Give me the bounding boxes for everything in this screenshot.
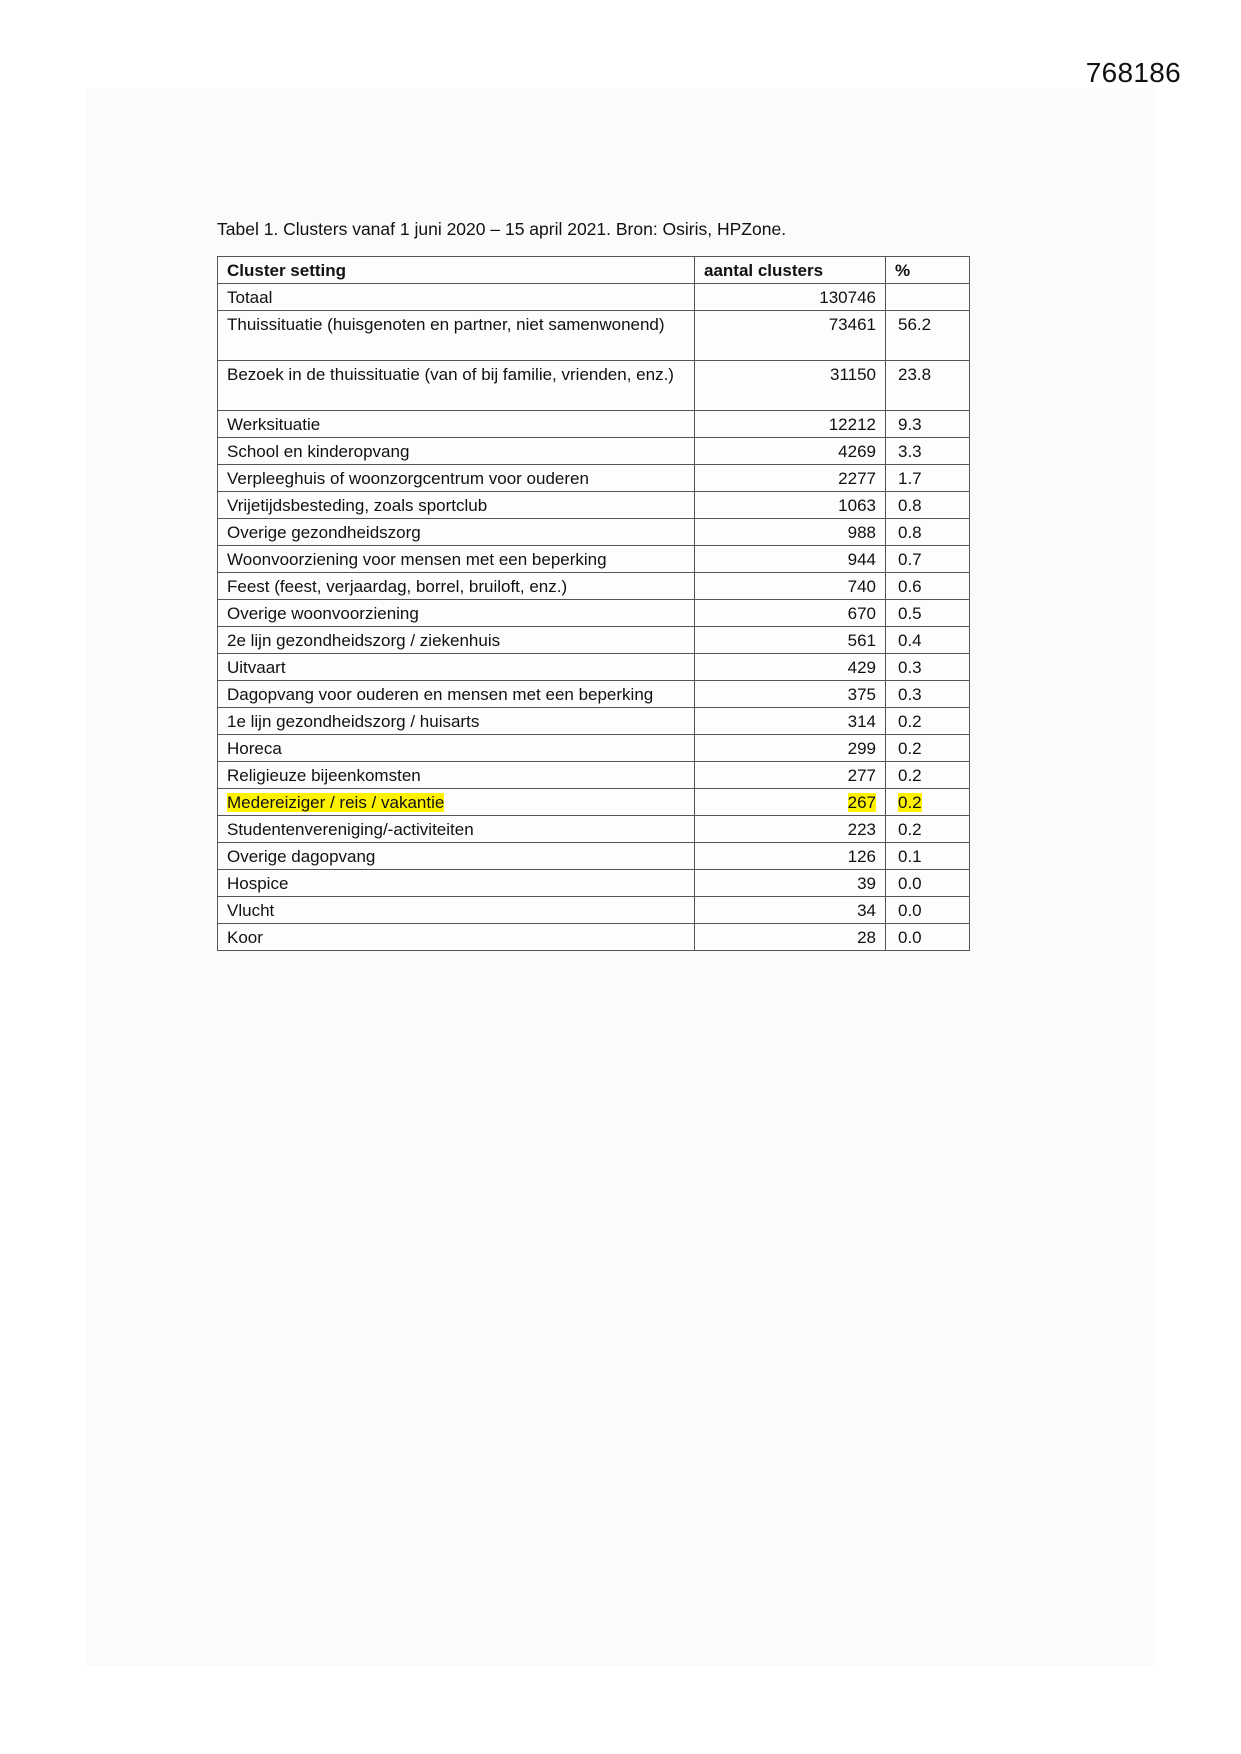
table-row xyxy=(218,465,970,492)
cell-percent: 0.7 xyxy=(886,546,970,573)
cluster-table xyxy=(217,256,970,951)
table-header-row xyxy=(218,257,970,284)
cell-setting: Verpleeghuis of woonzorgcentrum voor ouderen xyxy=(218,465,695,492)
cell-setting: 2e lijn gezondheidszorg / ziekenhuis xyxy=(218,627,695,654)
table-row xyxy=(218,708,970,735)
cell-percent: 9.3 xyxy=(886,411,970,438)
table-row xyxy=(218,816,970,843)
cell-count xyxy=(695,789,886,816)
header-cluster-setting: Cluster setting xyxy=(218,257,695,284)
table-row xyxy=(218,519,970,546)
cell-count: 126 xyxy=(695,843,886,870)
table-row xyxy=(218,735,970,762)
table-row xyxy=(218,492,970,519)
cell-percent: 23.8 xyxy=(886,361,970,411)
cell-setting: School en kinderopvang xyxy=(218,438,695,465)
cell-percent: 0.8 xyxy=(886,519,970,546)
document-number: 768186 xyxy=(1085,57,1181,88)
cell-count: 944 xyxy=(695,546,886,573)
cell-setting: Totaal xyxy=(218,284,695,311)
cell-count: 670 xyxy=(695,600,886,627)
cell-setting: Vlucht xyxy=(218,897,695,924)
cell-count: 31150 xyxy=(695,361,886,411)
cell-count: 39 xyxy=(695,870,886,897)
cell-count: 223 xyxy=(695,816,886,843)
cell-count: 561 xyxy=(695,627,886,654)
cell-percent xyxy=(886,284,970,311)
highlight-setting: Medereiziger / reis / vakantie xyxy=(227,793,445,812)
table-row xyxy=(218,361,970,411)
cell-count: 299 xyxy=(695,735,886,762)
cell-percent: 56.2 xyxy=(886,311,970,361)
cell-setting: Overige woonvoorziening xyxy=(218,600,695,627)
highlight-count: 267 xyxy=(847,793,876,812)
cell-setting: Horeca xyxy=(218,735,695,762)
table-row xyxy=(218,897,970,924)
cell-percent: 3.3 xyxy=(886,438,970,465)
cell-count: 740 xyxy=(695,573,886,600)
cell-percent: 0.0 xyxy=(886,870,970,897)
table-row xyxy=(218,546,970,573)
highlight-percent: 0.2 xyxy=(898,793,922,812)
cell-percent: 0.2 xyxy=(886,735,970,762)
table-row xyxy=(218,924,970,951)
cell-setting: Woonvoorziening voor mensen met een beperking xyxy=(218,546,695,573)
table-row xyxy=(218,762,970,789)
cell-count: 375 xyxy=(695,681,886,708)
table-row xyxy=(218,600,970,627)
cell-percent: 1.7 xyxy=(886,465,970,492)
cell-percent: 0.2 xyxy=(886,708,970,735)
cell-count: 4269 xyxy=(695,438,886,465)
header-aantal-clusters: aantal clusters xyxy=(695,257,886,284)
cell-setting: Studentenvereniging/-activiteiten xyxy=(218,816,695,843)
cell-percent: 0.8 xyxy=(886,492,970,519)
cell-count: 429 xyxy=(695,654,886,681)
table-row xyxy=(218,411,970,438)
cell-count: 28 xyxy=(695,924,886,951)
cell-count: 314 xyxy=(695,708,886,735)
cell-setting: Religieuze bijeenkomsten xyxy=(218,762,695,789)
cell-setting: Werksituatie xyxy=(218,411,695,438)
table-row xyxy=(218,627,970,654)
cell-percent: 0.1 xyxy=(886,843,970,870)
cell-setting: Hospice xyxy=(218,870,695,897)
cell-percent: 0.4 xyxy=(886,627,970,654)
table-row xyxy=(218,438,970,465)
table-caption: Tabel 1. Clusters vanaf 1 juni 2020 – 15 april 2021. Bron: Osiris, HPZone. xyxy=(217,219,787,239)
cell-percent: 0.6 xyxy=(886,573,970,600)
cell-setting: Vrijetijdsbesteding, zoals sportclub xyxy=(218,492,695,519)
cell-count: 34 xyxy=(695,897,886,924)
cell-count: 12212 xyxy=(695,411,886,438)
table-row xyxy=(218,843,970,870)
cell-percent: 0.3 xyxy=(886,681,970,708)
cell-setting: Overige gezondheidszorg xyxy=(218,519,695,546)
table-row xyxy=(218,681,970,708)
table-row xyxy=(218,311,970,361)
cell-percent: 0.5 xyxy=(886,600,970,627)
cell-count: 988 xyxy=(695,519,886,546)
cell-setting: Feest (feest, verjaardag, borrel, bruiloft, enz.) xyxy=(218,573,695,600)
cell-count: 1063 xyxy=(695,492,886,519)
cell-setting: 1e lijn gezondheidszorg / huisarts xyxy=(218,708,695,735)
table-row xyxy=(218,573,970,600)
cell-count: 130746 xyxy=(695,284,886,311)
cell-percent: 0.2 xyxy=(886,762,970,789)
cell-percent: 0.0 xyxy=(886,924,970,951)
table-row xyxy=(218,284,970,311)
cell-percent: 0.0 xyxy=(886,897,970,924)
cell-count: 2277 xyxy=(695,465,886,492)
cell-setting: Bezoek in de thuissituatie (van of bij familie, vrienden, enz.) xyxy=(218,361,695,411)
cell-setting: Dagopvang voor ouderen en mensen met een beperking xyxy=(218,681,695,708)
cell-setting: Overige dagopvang xyxy=(218,843,695,870)
cell-count: 73461 xyxy=(695,311,886,361)
cell-percent: 0.2 xyxy=(886,816,970,843)
cell-setting xyxy=(218,789,695,816)
cell-setting: Koor xyxy=(218,924,695,951)
cell-percent: 0.3 xyxy=(886,654,970,681)
table-row xyxy=(218,870,970,897)
table-row-highlighted xyxy=(218,789,970,816)
table-row xyxy=(218,654,970,681)
header-percent: % xyxy=(886,257,970,284)
cell-setting: Thuissituatie (huisgenoten en partner, niet samenwonend) xyxy=(218,311,695,361)
cell-percent xyxy=(886,789,970,816)
cell-count: 277 xyxy=(695,762,886,789)
cell-setting: Uitvaart xyxy=(218,654,695,681)
